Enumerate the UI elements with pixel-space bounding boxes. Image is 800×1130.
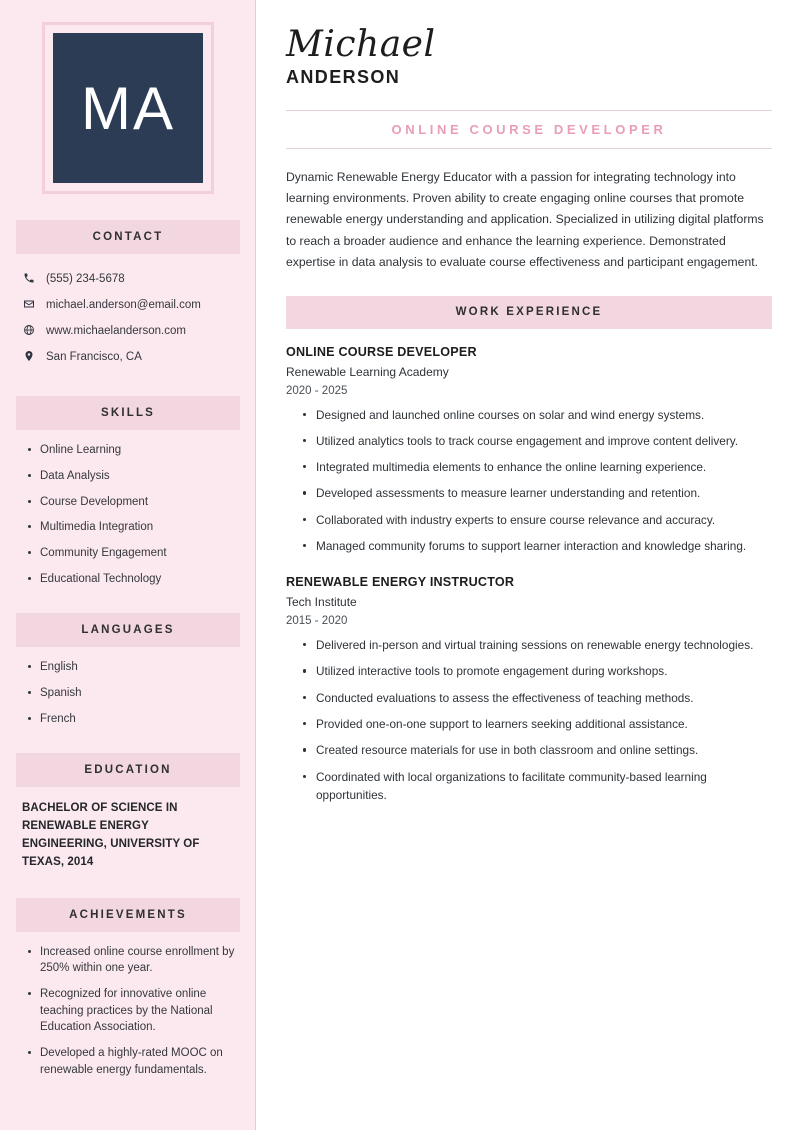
job-bullets xyxy=(286,636,772,804)
job-title: RENEWABLE ENERGY INSTRUCTOR xyxy=(286,575,515,590)
list-item: Utilized interactive tools to promote engagement during workshops. xyxy=(302,662,772,680)
list-item: Data Analysis xyxy=(26,468,236,485)
work-experience-heading: WORK EXPERIENCE xyxy=(286,296,772,329)
list-item: Utilized analytics tools to track course engagement and improve content delivery. xyxy=(302,432,772,450)
first-name: Michael xyxy=(286,24,436,65)
contact-phone-value: (555) 234-5678 xyxy=(46,273,125,285)
list-item: English xyxy=(26,659,236,676)
list-item: Provided one-on-one support to learners seeking additional assistance. xyxy=(302,715,772,733)
contact-email-value: michael.anderson@email.com xyxy=(46,299,201,312)
list-item: French xyxy=(26,711,236,728)
languages-list xyxy=(16,659,240,727)
education-entry: BACHELOR OF SCIENCE IN RENEWABLE ENERGY ENGINEERING, UNIVERSITY OF TEXAS, 2014 xyxy=(22,802,200,868)
phone-icon xyxy=(22,272,36,284)
skills-list xyxy=(16,442,240,587)
achievements-section-heading: ACHIEVEMENTS xyxy=(16,898,240,932)
list-item: Conducted evaluations to assess the effectiveness of teaching methods. xyxy=(302,689,772,707)
job-dates: 2015 - 2020 xyxy=(286,615,348,628)
job-entry xyxy=(286,345,772,556)
contact-email xyxy=(16,292,240,318)
job-bullets xyxy=(286,406,772,556)
email-icon xyxy=(22,298,36,310)
contact-website xyxy=(16,318,240,344)
languages-section-heading: LANGUAGES xyxy=(16,613,240,647)
job-dates: 2020 - 2025 xyxy=(286,384,348,397)
main-content xyxy=(256,0,800,1130)
list-item: Developed assessments to measure learner understanding and retention. xyxy=(302,484,772,502)
list-item: Collaborated with industry experts to ensure course relevance and accuracy. xyxy=(302,511,772,529)
contact-location-value: San Francisco, CA xyxy=(46,351,142,364)
globe-icon xyxy=(22,324,36,336)
list-item: Community Engagement xyxy=(26,545,236,562)
list-item: Spanish xyxy=(26,685,236,702)
job-entry xyxy=(286,575,772,804)
monogram-frame xyxy=(42,22,214,194)
achievements-list xyxy=(16,944,240,1079)
list-item: Coordinated with local organizations to facilitate community-based learning opportunities. xyxy=(302,768,772,805)
monogram-initials: MA xyxy=(53,33,203,183)
contact-section-heading: CONTACT xyxy=(16,220,240,254)
sidebar xyxy=(0,0,256,1130)
last-name: ANDERSON xyxy=(286,66,401,87)
list-item: Developed a highly-rated MOOC on renewable energy fundamentals. xyxy=(26,1045,236,1078)
education-section-heading: EDUCATION xyxy=(16,753,240,787)
contact-location xyxy=(16,344,240,370)
location-pin-icon xyxy=(22,350,36,362)
list-item: Educational Technology xyxy=(26,571,236,588)
job-title: ONLINE COURSE DEVELOPER xyxy=(286,344,477,359)
role-banner xyxy=(286,110,772,149)
job-organization: Tech Institute xyxy=(286,595,357,610)
role-title: ONLINE COURSE DEVELOPER xyxy=(391,121,667,137)
list-item: Online Learning xyxy=(26,442,236,459)
contact-website-value: www.michaelanderson.com xyxy=(46,325,186,338)
list-item: Recognized for innovative online teaching practices by the National Education Association. xyxy=(26,986,236,1036)
list-item: Increased online course enrollment by 250% within one year. xyxy=(26,944,236,977)
profile-summary: Dynamic Renewable Energy Educator with a passion for integrating technology into learning environments. Proven ability to create engaging online courses that promote renewable energy understanding and application. Specialized in utilizing digital platforms to reach a broader audience and enhance the learning experience. Demonstrated expertise in data analysis to evaluate course effectiveness and participant engagement. xyxy=(286,169,764,270)
list-item: Designed and launched online courses on solar and wind energy systems. xyxy=(302,406,772,424)
contact-phone xyxy=(16,266,240,292)
job-organization: Renewable Learning Academy xyxy=(286,364,449,379)
list-item: Integrated multimedia elements to enhance the online learning experience. xyxy=(302,458,772,476)
list-item: Managed community forums to support learner interaction and knowledge sharing. xyxy=(302,537,772,555)
list-item: Delivered in-person and virtual training sessions on renewable energy technologies. xyxy=(302,636,772,654)
list-item: Created resource materials for use in both classroom and online settings. xyxy=(302,741,772,759)
page-title xyxy=(286,26,772,88)
list-item: Multimedia Integration xyxy=(26,519,236,536)
contact-list xyxy=(16,266,240,370)
list-item: Course Development xyxy=(26,494,236,511)
skills-section-heading: SKILLS xyxy=(16,396,240,430)
